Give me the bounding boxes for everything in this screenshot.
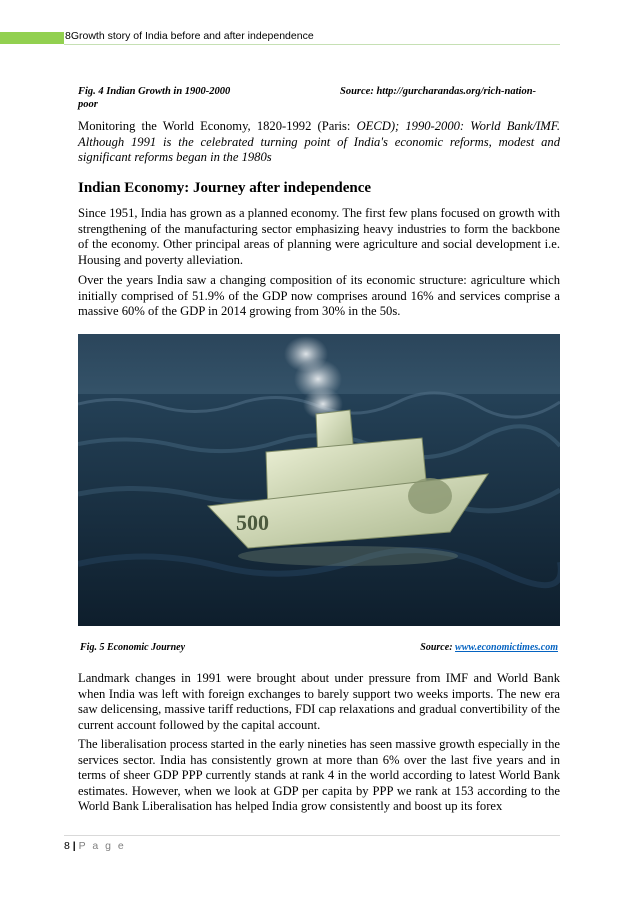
running-header: 8Growth story of India before and after independence	[65, 30, 314, 42]
fig4-caption-block	[78, 85, 560, 111]
footer	[64, 840, 126, 852]
fig4-source: Source: http://gurcharandas.org/rich-nation-	[340, 86, 537, 97]
fig5-source	[420, 642, 558, 653]
page-separator: |	[72, 840, 76, 852]
paragraph-composition: Over the years India saw a changing composition of its economic structure: agriculture which initially comprised of 51.9% of the GDP now comprises around 16% and services comprise a massive 60% of the GDP in 2014 growing from 30% in the 50s.	[78, 273, 560, 319]
paper-boat-illustration	[78, 334, 560, 626]
header-accent-bar	[0, 32, 64, 44]
paragraph-liberalisation: The liberalisation process started in the early nineties has seen massive growth especially in the services sector. India has consistently grown at more than 6% over the last five years and in terms of sheer GDP PPP currently stands at rank 4 in the world according to latest World Bank estimates. However, when we look at GDP per capita by PPP we rank at 153 according to the World Bank Liberalisation has helped India grow consistently and boost up its forex	[78, 737, 560, 814]
monitoring-text: Monitoring the World Economy, 1820-1992 (Paris:	[78, 119, 357, 133]
fig4-source-cont: poor	[78, 99, 98, 110]
footer-rule	[64, 835, 560, 836]
page-number: 8	[64, 840, 70, 852]
paragraph-planned-economy: Since 1951, India has grown as a planned economy. The first few plans focused on growth with strengthening of the manufacturing sector emphasizing heavy industries to form the backbone of the economy. Other principal areas of planning were agriculture and social development i.e. Housing and poverty alleviation.	[78, 206, 560, 267]
fig5-source-prefix: Source:	[420, 642, 456, 653]
fig5-source-link[interactable]: www.economictimes.com	[455, 642, 558, 653]
monitoring-paragraph	[78, 119, 560, 166]
fig5-caption-block	[80, 642, 558, 653]
note-denomination: 500	[236, 510, 269, 535]
header-rule	[64, 44, 560, 45]
paragraph-landmark-changes: Landmark changes in 1991 were brought about under pressure from IMF and World Bank when India was left with foreign exchanges to barely support two weeks imports. The new era saw delicensing, massive tariff reductions, FDI cap relaxations and gradual convertibility of the current account followed by the capital account.	[78, 671, 560, 732]
fig5-caption: Fig. 5 Economic Journey	[80, 642, 186, 653]
section-heading: Indian Economy: Journey after independence	[78, 180, 372, 196]
economic-journey-photo	[78, 334, 560, 626]
fig4-caption: Fig. 4 Indian Growth in 1900-2000	[78, 86, 231, 97]
monitoring-italic: OECD); 1990-2000: World Bank/IMF. Although 1991 is the celebrated turning point of India's economic reforms, modest and significant reforms began in the 1980s	[78, 119, 561, 165]
page-label: P a g e	[78, 840, 126, 852]
